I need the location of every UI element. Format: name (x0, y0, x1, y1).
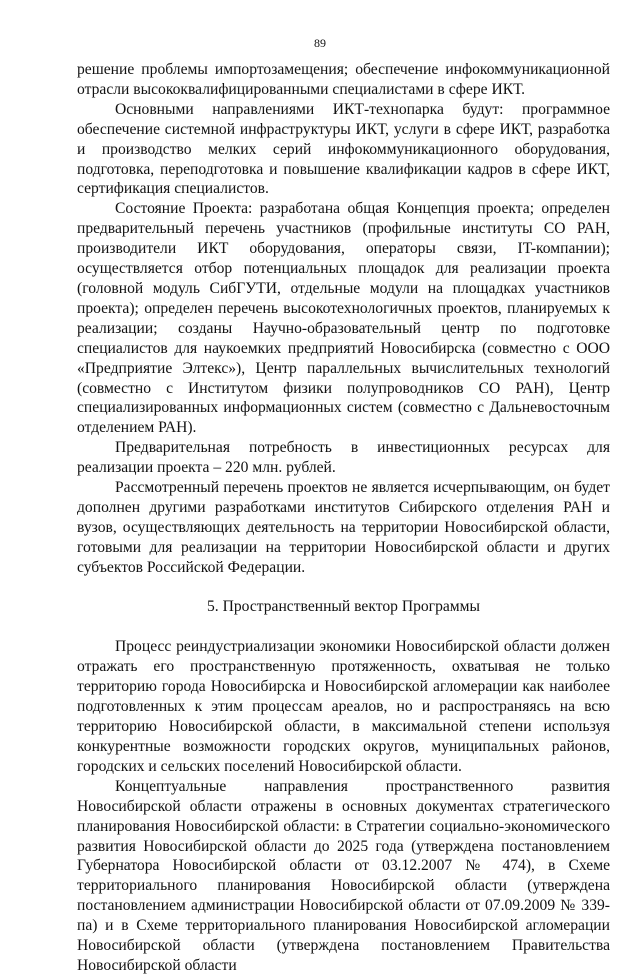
page-body (77, 60, 610, 976)
paragraph: Процесс реиндустриализации экономики Новосибирской области должен отражать его пространственную протяженность, охватывая не только территорию города Новосибирска и Новосибирской агломерации как наиболее подготовленных к этим процессам ареалов, но и распространяясь на всю территорию Новосибирской области, в максимальной степени используя конкурентные возможности городских округов, муниципальных районов, городских и сельских поселений Новосибирской области. (77, 638, 610, 775)
paragraph: решение проблемы импортозамещения; обеспечение инфокоммуникационной отрасли высококвалифицированными специалистами в сфере ИКТ. (77, 61, 610, 98)
paragraph: Предварительная потребность в инвестиционных ресурсах для реализации проекта – 220 млн. рублей. (77, 439, 610, 477)
paragraph: Концептуальные направления пространственного развития Новосибирской области отражены в основных документах стратегического планирования Новосибирской области: в Стратегии социально-экономического развития Новосибирской области до 2025 года (утверждена постановлением Губернатора Новосибирской области от 03.12.2007 № 474), в Схеме территориального планирования Новосибирской области (утверждена постановлением администрации Новосибирской области от 07.09.2009 № 339-па) и в Схеме территориального планирования Новосибирской агломерации Новосибирской области (утверждена постановлением Правительства Новосибирской области (77, 777, 610, 974)
paragraph: Состояние Проекта: разработана общая Концепция проекта; определен предварительный перечень участников (профильные институты СО РАН, производители ИКТ оборудования, операторы связи, IT-компании); осуществляется отбор потенциальных площадок для реализации проекта (головной модуль СибГУТИ, отдельные модули на площадках участников проекта); определен перечень высокотехнологичных проектов, планируемых к реализации; созданы Научно-образовательный центр по подготовке специалистов для наукоемких предприятий Новосибирска (совместно с ООО «Предприятие Элтекс»), Центр параллельных вычислительных технологий (совместно с Институтом физики полупроводников СО РАН), Центр специализированных информационных систем (совместно с Дальневосточным отделением РАН). (77, 200, 610, 437)
paragraph: Основными направлениями ИКТ-технопарка будут: программное обеспечение системной инфраструктуры ИКТ, услуги в сфере ИКТ, разработка и производство мелких серий инфокоммуникационного оборудования, подготовка, переподготовка и повышение квалификации кадров в сфере ИКТ, сертификация специалистов. (77, 100, 610, 198)
page-number: 89 (314, 36, 326, 50)
section-heading: 5. Пространственный вектор Программы (206, 597, 480, 615)
paragraph: Рассмотренный перечень проектов не является исчерпывающим, он будет дополнен другими разработками институтов Сибирского отделения РАН и вузов, осуществляющих деятельность на территории Новосибирской области, готовыми для реализации на территории Новосибирской области и других субъектов Российской Федерации. (77, 479, 610, 576)
